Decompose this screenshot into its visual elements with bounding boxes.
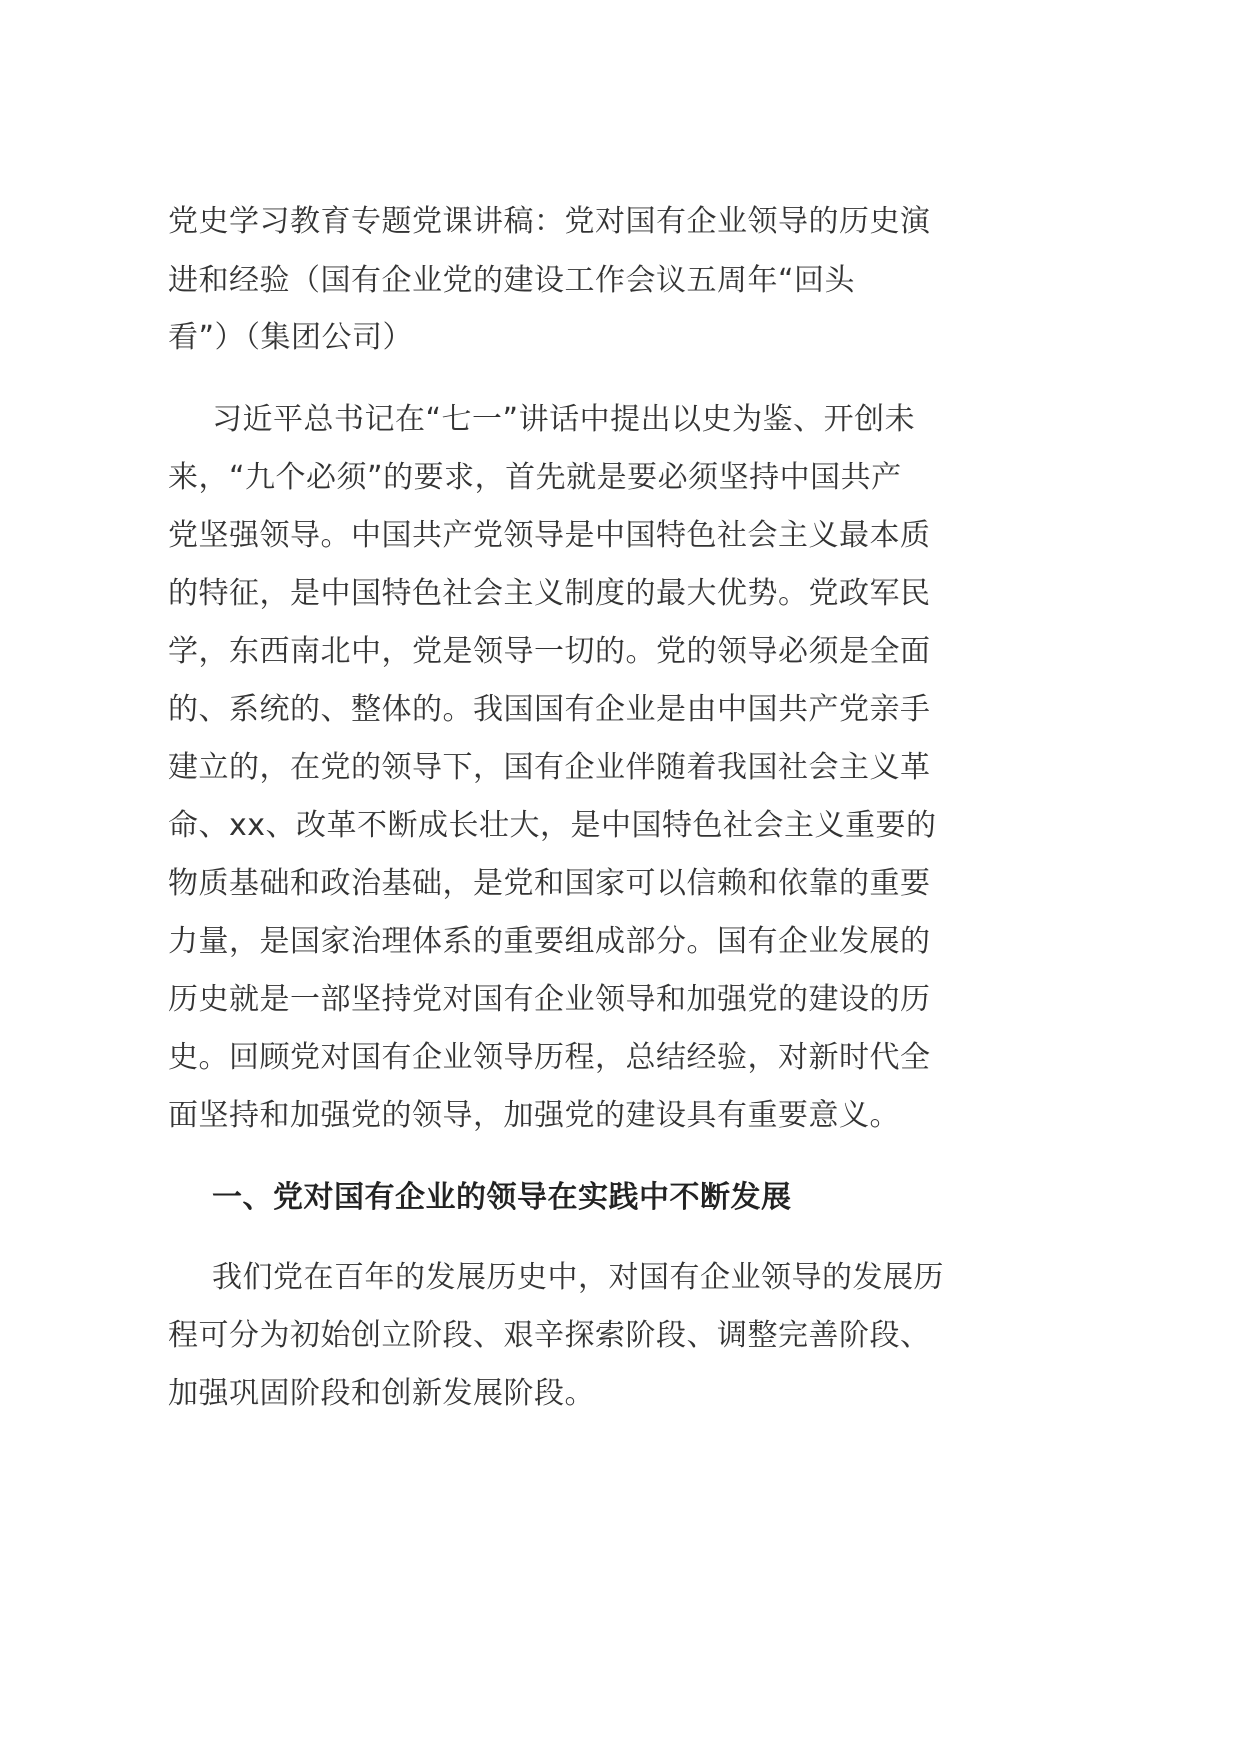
text-line: 建立的，在党的领导下，国有企业伴随着我国社会主义革 — [168, 750, 931, 785]
text-line: 的特征，是中国特色社会主义制度的最大优势。党政军民 — [168, 576, 931, 611]
text-line: 习近平总书记在“七一”讲话中提出以史为鉴、开创未 — [212, 402, 916, 437]
title-line: 进和经验（国有企业党的建设工作会议五周年“回头 — [168, 263, 856, 298]
title-line: 党史学习教育专题党课讲稿：党对国有企业领导的历史演 — [168, 204, 931, 239]
text-line: 力量，是国家治理体系的重要组成部分。国有企业发展的 — [168, 924, 931, 959]
text-line: 的、系统的、整体的。我国国有企业是由中国共产党亲手 — [168, 692, 931, 727]
text-line: 学，东西南北中，党是领导一切的。党的领导必须是全面 — [168, 634, 931, 669]
text-line: 面坚持和加强党的领导，加强党的建设具有重要意义。 — [168, 1098, 900, 1133]
text-line: 党坚强领导。中国共产党领导是中国特色社会主义最本质 — [168, 518, 931, 553]
title-line: 看”）（集团公司） — [168, 320, 414, 355]
text-line: 程可分为初始创立阶段、艰辛探索阶段、调整完善阶段、 — [168, 1318, 931, 1353]
text-line: 来，“九个必须”的要求，首先就是要必须坚持中国共产 — [168, 460, 902, 495]
text-line: 历史就是一部坚持党对国有企业领导和加强党的建设的历 — [168, 982, 931, 1017]
section-heading: 一、党对国有企业的领导在实践中不断发展 — [212, 1180, 792, 1215]
text-line: 命、xx、改革不断成长壮大，是中国特色社会主义重要的 — [168, 808, 937, 843]
text-line: 我们党在百年的发展历史中，对国有企业领导的发展历 — [212, 1260, 944, 1295]
text-line: 物质基础和政治基础，是党和国家可以信赖和依靠的重要 — [168, 866, 931, 901]
text-line: 加强巩固阶段和创新发展阶段。 — [168, 1376, 595, 1411]
text-line: 史。回顾党对国有企业领导历程，总结经验，对新时代全 — [168, 1040, 931, 1075]
